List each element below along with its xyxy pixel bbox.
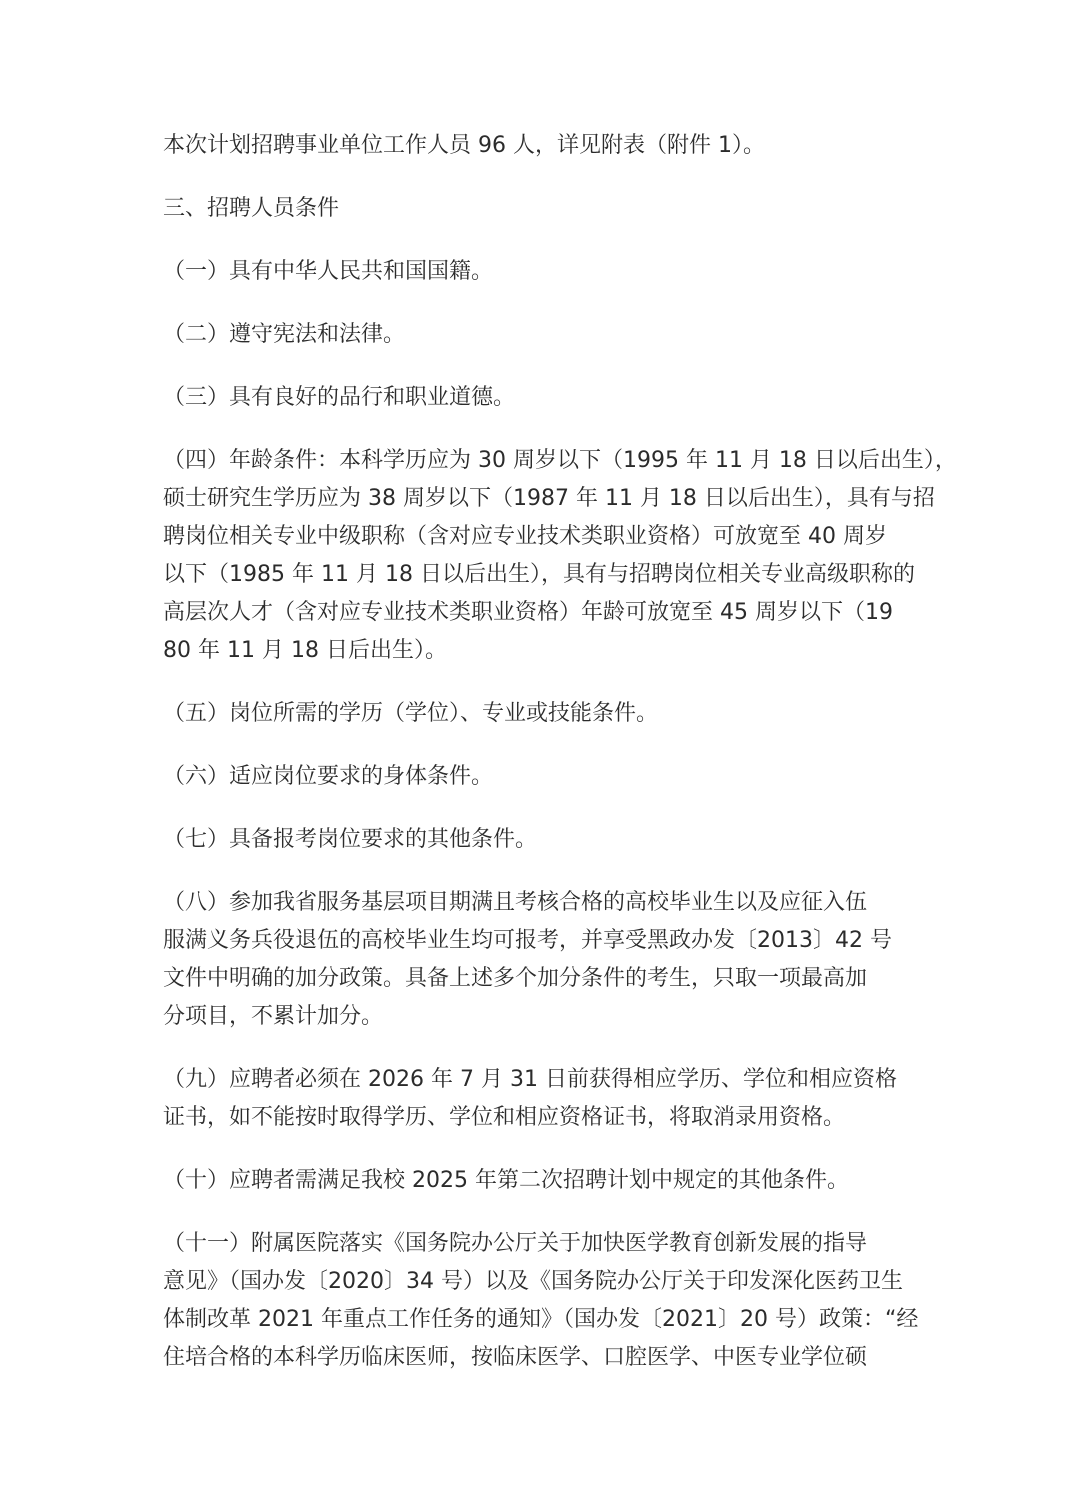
text-line: （二）遵守宪法和法律。: [163, 322, 406, 347]
paragraph: [163, 127, 923, 165]
text-line: 聘岗位相关专业中级职称（含对应专业技术类职业资格）可放宽至 40 周岁: [163, 524, 887, 549]
text-line: 意见》（国办发〔2020〕34 号）以及《国务院办公厅关于印发深化医药卫生: [163, 1269, 903, 1294]
text-line: （十）应聘者需满足我校 2025 年第二次招聘计划中规定的其他条件。: [163, 1168, 849, 1193]
text-line: （五）岗位所需的学历（学位）、专业或技能条件。: [163, 701, 659, 726]
text-line: 以下（1985 年 11 月 18 日以后出生），具有与招聘岗位相关专业高级职称的: [163, 562, 915, 587]
text-line: 分项目，不累计加分。: [163, 1004, 384, 1029]
text-line: （四）年龄条件：本科学历应为 30 周岁以下（1995 年 11 月 18 日以后出生），: [163, 448, 957, 473]
paragraph: [163, 1061, 923, 1137]
text-line: 体制改革 2021 年重点工作任务的通知》（国办发〔2021〕20 号）政策：“经: [163, 1307, 919, 1332]
text-line: 本次计划招聘事业单位工作人员 96 人，详见附表（附件 1）。: [163, 133, 765, 158]
text-line: （七）具备报考岗位要求的其他条件。: [163, 827, 538, 852]
paragraph: [163, 1162, 923, 1200]
text-line: （三）具有良好的品行和职业道德。: [163, 385, 516, 410]
paragraph: [163, 316, 923, 354]
text-line: （十一）附属医院落实《国务院办公厅关于加快医学教育创新发展的指导: [163, 1231, 868, 1256]
document-body: [163, 127, 957, 1402]
paragraph: [163, 442, 957, 670]
text-line: （六）适应岗位要求的身体条件。: [163, 764, 494, 789]
text-line: 住培合格的本科学历临床医师，按临床医学、口腔医学、中医专业学位硕: [163, 1345, 868, 1370]
text-line: 文件中明确的加分政策。具备上述多个加分条件的考生，只取一项最高加: [163, 966, 868, 991]
paragraph: [163, 758, 923, 796]
paragraph: [163, 695, 923, 733]
text-line: 证书，如不能按时取得学历、学位和相应资格证书，将取消录用资格。: [163, 1105, 846, 1130]
paragraph: [163, 1225, 923, 1377]
section-heading: [163, 190, 923, 228]
text-line: 高层次人才（含对应专业技术类职业资格）年龄可放宽至 45 周岁以下（19: [163, 600, 893, 625]
text-line: 三、招聘人员条件: [163, 196, 340, 221]
text-line: （一）具有中华人民共和国国籍。: [163, 259, 494, 284]
paragraph: [163, 884, 923, 1036]
text-line: 服满义务兵役退伍的高校毕业生均可报考，并享受黑政办发〔2013〕42 号: [163, 928, 892, 953]
paragraph: [163, 379, 923, 417]
text-line: 80 年 11 月 18 日后出生）。: [163, 638, 447, 663]
text-line: （八）参加我省服务基层项目期满且考核合格的高校毕业生以及应征入伍: [163, 890, 868, 915]
paragraph: [163, 253, 923, 291]
text-line: （九）应聘者必须在 2026 年 7 月 31 日前获得相应学历、学位和相应资格: [163, 1067, 897, 1092]
text-line: 硕士研究生学历应为 38 周岁以下（1987 年 11 月 18 日以后出生），具有与招: [163, 486, 935, 511]
paragraph: [163, 821, 923, 859]
